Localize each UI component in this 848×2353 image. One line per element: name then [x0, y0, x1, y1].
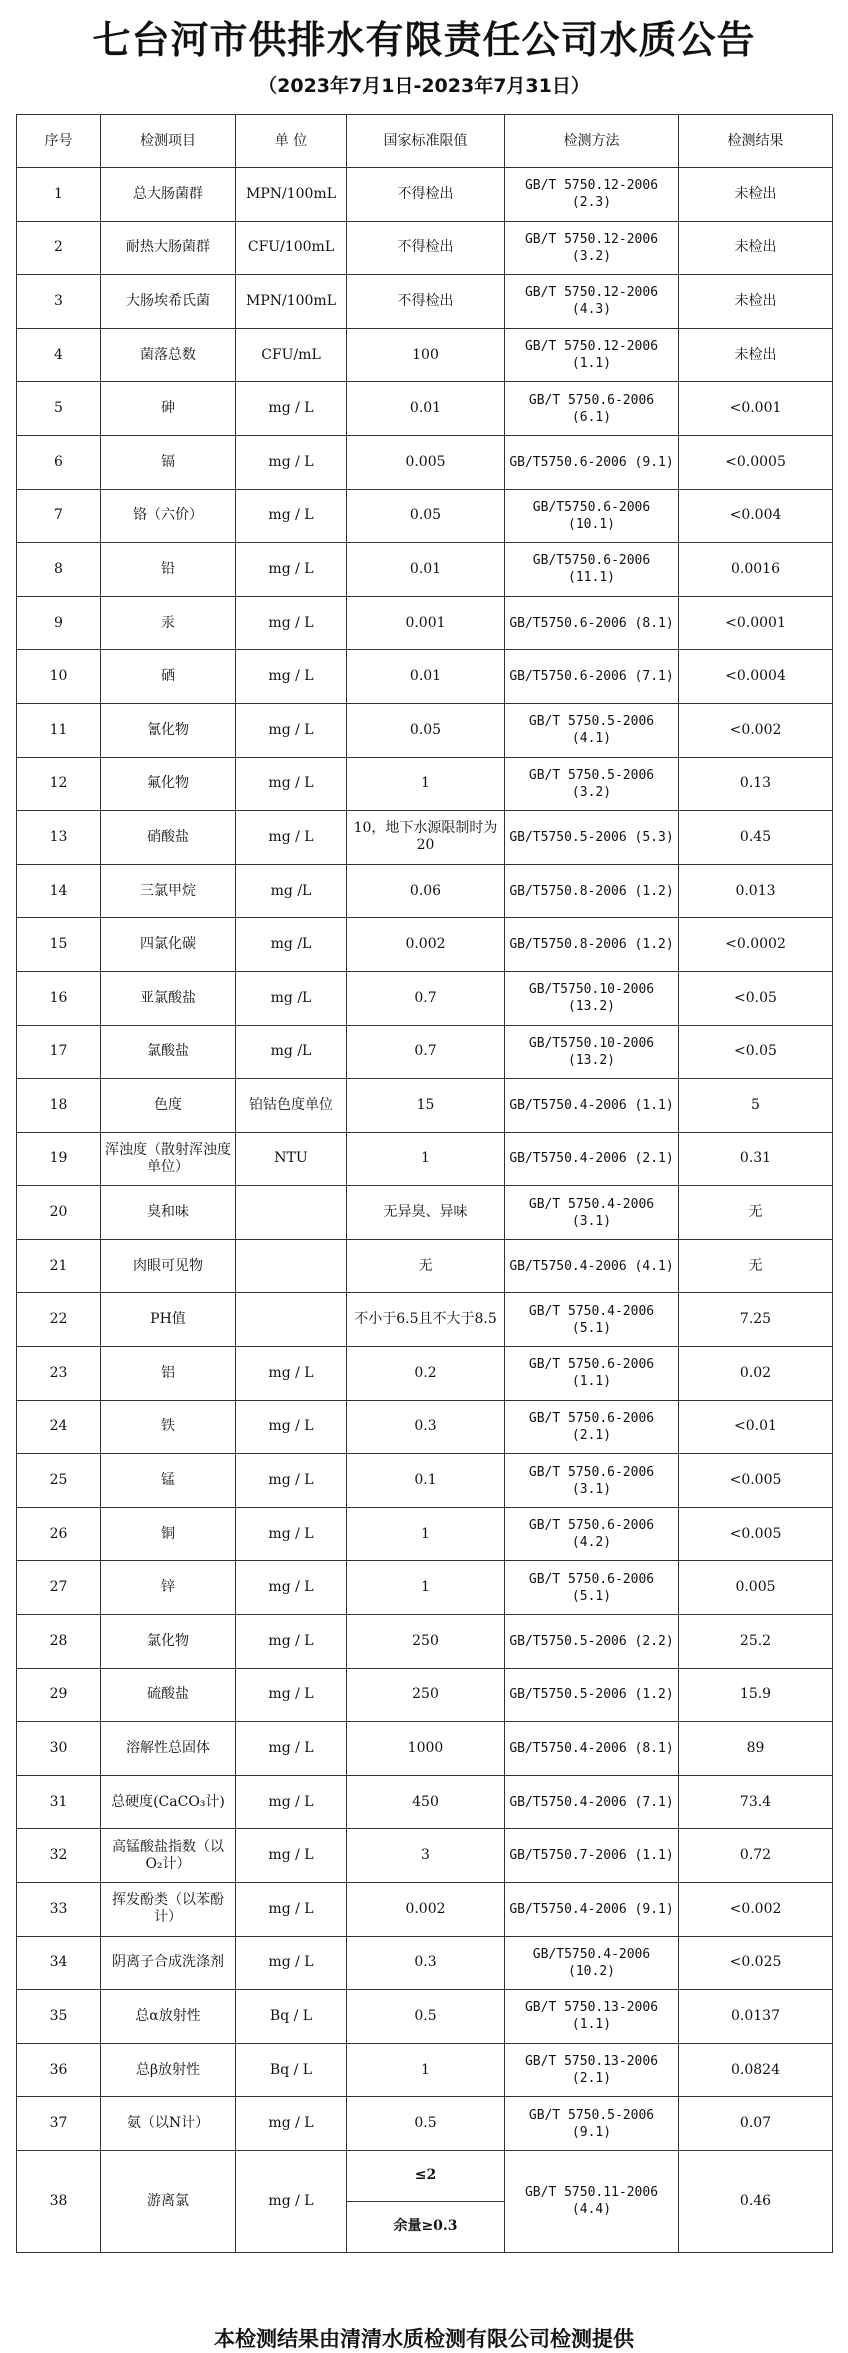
cell-limit: 1: [347, 757, 505, 811]
cell-item: 硝酸盐: [101, 811, 236, 865]
table-row: [17, 1775, 833, 1829]
cell-no: 19: [17, 1132, 101, 1186]
cell-result: 未检出: [679, 275, 833, 329]
cell-method: GB/T5750.4-2006 (2.1): [505, 1132, 679, 1186]
cell-no: 9: [17, 596, 101, 650]
cell-unit: [236, 1239, 347, 1293]
cell-unit: mg /L: [236, 1025, 347, 1079]
cell-unit: mg / L: [236, 757, 347, 811]
header-limit: 国家标准限值: [347, 115, 505, 168]
cell-result: 5: [679, 1079, 833, 1133]
table-row: [17, 2043, 833, 2097]
cell-method: GB/T5750.4-2006 (9.1): [505, 1883, 679, 1937]
cell-limit: 1000: [347, 1722, 505, 1776]
cell-limit: 0.005: [347, 435, 505, 489]
cell-unit: mg / L: [236, 1347, 347, 1401]
cell-unit: mg / L: [236, 1722, 347, 1776]
cell-item: 砷: [101, 382, 236, 436]
table-row: [17, 1668, 833, 1722]
table-row: [17, 1990, 833, 2044]
cell-result: 0.13: [679, 757, 833, 811]
cell-result: <0.004: [679, 489, 833, 543]
table-row: [17, 1025, 833, 1079]
cell-unit: mg / L: [236, 703, 347, 757]
cell-no: 26: [17, 1507, 101, 1561]
cell-limit: 0.1: [347, 1454, 505, 1508]
cell-no: 17: [17, 1025, 101, 1079]
cell-unit: mg / L: [236, 382, 347, 436]
cell-no: 10: [17, 650, 101, 704]
cell-result: 0.72: [679, 1829, 833, 1883]
cell-limit: 250: [347, 1668, 505, 1722]
table-row: [17, 864, 833, 918]
cell-limit: 0.3: [347, 1400, 505, 1454]
cell-item: 总β放射性: [101, 2043, 236, 2097]
cell-method: GB/T5750.6-2006 (11.1): [505, 543, 679, 597]
cell-no: 28: [17, 1615, 101, 1669]
cell-limit: 0.001: [347, 596, 505, 650]
cell-limit: 0.06: [347, 864, 505, 918]
cell-no: 16: [17, 971, 101, 1025]
table-row: [17, 221, 833, 275]
cell-result: <0.01: [679, 1400, 833, 1454]
cell-unit: Bq / L: [236, 2043, 347, 2097]
cell-method: GB/T5750.6-2006 (9.1): [505, 435, 679, 489]
table-row: [17, 650, 833, 704]
cell-result: <0.05: [679, 971, 833, 1025]
cell-unit: mg / L: [236, 1883, 347, 1937]
cell-result: <0.005: [679, 1507, 833, 1561]
cell-item: 色度: [101, 1079, 236, 1133]
cell-limit: 450: [347, 1775, 505, 1829]
cell-method: GB/T5750.7-2006 (1.1): [505, 1829, 679, 1883]
cell-limit: 0.5: [347, 1990, 505, 2044]
cell-method: GB/T 5750.12-2006 (2.3): [505, 168, 679, 222]
cell-unit: mg / L: [236, 1454, 347, 1508]
table-row: [17, 1347, 833, 1401]
cell-limit: 0.01: [347, 650, 505, 704]
cell-result: <0.0001: [679, 596, 833, 650]
cell-no: 13: [17, 811, 101, 865]
cell-no: 14: [17, 864, 101, 918]
table-row: [17, 275, 833, 329]
cell-item: 铝: [101, 1347, 236, 1401]
cell-method: GB/T 5750.12-2006 (4.3): [505, 275, 679, 329]
cell-limit: 15: [347, 1079, 505, 1133]
cell-result: 未检出: [679, 221, 833, 275]
header-unit: 单 位: [236, 115, 347, 168]
cell-unit: CFU/100mL: [236, 221, 347, 275]
cell-item: 游离氯: [101, 2150, 236, 2252]
cell-result: 0.0824: [679, 2043, 833, 2097]
cell-item: 大肠埃希氏菌: [101, 275, 236, 329]
table-row: [17, 1454, 833, 1508]
table-body: [17, 168, 833, 2253]
cell-method: GB/T 5750.12-2006 (1.1): [505, 328, 679, 382]
cell-limit: 无异臭、异味: [347, 1186, 505, 1240]
cell-method: GB/T5750.6-2006 (10.1): [505, 489, 679, 543]
cell-method: GB/T5750.4-2006 (1.1): [505, 1079, 679, 1133]
table-header-row: [17, 115, 833, 168]
cell-no: 4: [17, 328, 101, 382]
cell-no: 3: [17, 275, 101, 329]
cell-unit: mg / L: [236, 489, 347, 543]
cell-item: 氰化物: [101, 703, 236, 757]
page-footer: 本检测结果由清清水质检测有限公司检测提供: [214, 2327, 634, 2351]
cell-unit: mg /L: [236, 864, 347, 918]
cell-no: 37: [17, 2097, 101, 2151]
cell-item: 锰: [101, 1454, 236, 1508]
cell-item: 挥发酚类（以苯酚计）: [101, 1883, 236, 1937]
cell-limit: 10，地下水源限制时为20: [347, 811, 505, 865]
cell-result: 未检出: [679, 168, 833, 222]
cell-unit: mg /L: [236, 918, 347, 972]
cell-limit: 0.002: [347, 1883, 505, 1937]
cell-item: 硫酸盐: [101, 1668, 236, 1722]
table-row: [17, 1293, 833, 1347]
cell-item: 浑浊度（散射浑浊度单位）: [101, 1132, 236, 1186]
cell-no: 29: [17, 1668, 101, 1722]
cell-limit: 1: [347, 1561, 505, 1615]
cell-result: 0.31: [679, 1132, 833, 1186]
cell-limit: 1: [347, 1507, 505, 1561]
cell-item: 耐热大肠菌群: [101, 221, 236, 275]
cell-unit: mg / L: [236, 1400, 347, 1454]
cell-item: 氨（以N计）: [101, 2097, 236, 2151]
cell-item: 四氯化碳: [101, 918, 236, 972]
table-row: [17, 328, 833, 382]
table-row: [17, 1829, 833, 1883]
cell-item: 锌: [101, 1561, 236, 1615]
cell-method: GB/T5750.5-2006 (5.3): [505, 811, 679, 865]
table-row: [17, 1079, 833, 1133]
cell-unit: mg / L: [236, 1507, 347, 1561]
header-item: 检测项目: [101, 115, 236, 168]
cell-limit: 100: [347, 328, 505, 382]
cell-no: 20: [17, 1186, 101, 1240]
cell-unit: MPN/100mL: [236, 275, 347, 329]
table-row: [17, 757, 833, 811]
cell-result: 0.0016: [679, 543, 833, 597]
cell-unit: [236, 1186, 347, 1240]
cell-limit: 0.01: [347, 382, 505, 436]
cell-method: GB/T5750.6-2006 (7.1): [505, 650, 679, 704]
cell-no: 21: [17, 1239, 101, 1293]
cell-limit-upper: ≤2: [347, 2150, 505, 2201]
table-row: [17, 1132, 833, 1186]
cell-no: 34: [17, 1936, 101, 1990]
cell-unit: mg / L: [236, 543, 347, 597]
table-row: [17, 918, 833, 972]
cell-no: 8: [17, 543, 101, 597]
water-quality-table: [16, 114, 833, 2253]
cell-no: 5: [17, 382, 101, 436]
cell-result: <0.0005: [679, 435, 833, 489]
cell-result: 0.07: [679, 2097, 833, 2151]
cell-method: GB/T 5750.5-2006 (9.1): [505, 2097, 679, 2151]
cell-result: <0.005: [679, 1454, 833, 1508]
cell-method: GB/T5750.4-2006 (8.1): [505, 1722, 679, 1776]
cell-no: 22: [17, 1293, 101, 1347]
cell-unit: NTU: [236, 1132, 347, 1186]
cell-method: GB/T 5750.6-2006 (5.1): [505, 1561, 679, 1615]
cell-method: GB/T5750.10-2006 (13.2): [505, 1025, 679, 1079]
cell-method: GB/T 5750.13-2006 (2.1): [505, 2043, 679, 2097]
table-row: [17, 1507, 833, 1561]
table-row: [17, 168, 833, 222]
cell-limit: 0.05: [347, 489, 505, 543]
cell-method: GB/T 5750.11-2006 (4.4): [505, 2150, 679, 2252]
cell-method: GB/T5750.4-2006 (10.2): [505, 1936, 679, 1990]
cell-no: 35: [17, 1990, 101, 2044]
cell-result: <0.001: [679, 382, 833, 436]
table-row: [17, 2097, 833, 2151]
cell-unit: mg / L: [236, 1561, 347, 1615]
cell-unit: CFU/mL: [236, 328, 347, 382]
cell-method: GB/T5750.8-2006 (1.2): [505, 864, 679, 918]
cell-item: PH值: [101, 1293, 236, 1347]
cell-item: 汞: [101, 596, 236, 650]
cell-no: 7: [17, 489, 101, 543]
cell-no: 23: [17, 1347, 101, 1401]
cell-limit: 0.7: [347, 971, 505, 1025]
cell-method: GB/T 5750.6-2006 (4.2): [505, 1507, 679, 1561]
cell-method: GB/T 5750.6-2006 (2.1): [505, 1400, 679, 1454]
cell-result: <0.002: [679, 703, 833, 757]
cell-result: <0.05: [679, 1025, 833, 1079]
cell-no: 27: [17, 1561, 101, 1615]
cell-result: 0.005: [679, 1561, 833, 1615]
cell-method: GB/T5750.10-2006 (13.2): [505, 971, 679, 1025]
cell-limit: 0.05: [347, 703, 505, 757]
table-row: [17, 435, 833, 489]
cell-limit: 0.7: [347, 1025, 505, 1079]
cell-result: 25.2: [679, 1615, 833, 1669]
cell-method: GB/T 5750.5-2006 (3.2): [505, 757, 679, 811]
cell-result: 未检出: [679, 328, 833, 382]
cell-method: GB/T5750.4-2006 (7.1): [505, 1775, 679, 1829]
cell-limit: 0.002: [347, 918, 505, 972]
table-row: [17, 1615, 833, 1669]
cell-result: 15.9: [679, 1668, 833, 1722]
cell-no: 18: [17, 1079, 101, 1133]
table-row: [17, 1186, 833, 1240]
cell-item: 铁: [101, 1400, 236, 1454]
cell-no: 2: [17, 221, 101, 275]
cell-item: 阴离子合成洗涤剂: [101, 1936, 236, 1990]
cell-result: 7.25: [679, 1293, 833, 1347]
cell-method: GB/T 5750.6-2006 (1.1): [505, 1347, 679, 1401]
cell-unit: mg / L: [236, 1615, 347, 1669]
cell-method: GB/T5750.8-2006 (1.2): [505, 918, 679, 972]
cell-method: GB/T 5750.5-2006 (4.1): [505, 703, 679, 757]
table-row: [17, 1400, 833, 1454]
table-row: [17, 382, 833, 436]
table-row: [17, 703, 833, 757]
cell-unit: MPN/100mL: [236, 168, 347, 222]
cell-limit: 不得检出: [347, 275, 505, 329]
cell-item: 氟化物: [101, 757, 236, 811]
table-row: [17, 971, 833, 1025]
cell-item: 氯化物: [101, 1615, 236, 1669]
cell-item: 高锰酸盐指数（以O₂计）: [101, 1829, 236, 1883]
cell-no: 33: [17, 1883, 101, 1937]
table-row: [17, 1561, 833, 1615]
cell-result: 0.02: [679, 1347, 833, 1401]
cell-item: 亚氯酸盐: [101, 971, 236, 1025]
cell-item: 三氯甲烷: [101, 864, 236, 918]
table-row: [17, 596, 833, 650]
cell-result: 无: [679, 1239, 833, 1293]
cell-method: GB/T 5750.12-2006 (3.2): [505, 221, 679, 275]
cell-limit: 1: [347, 1132, 505, 1186]
cell-unit: mg / L: [236, 596, 347, 650]
cell-result: 0.013: [679, 864, 833, 918]
cell-unit: 铂钴色度单位: [236, 1079, 347, 1133]
cell-unit: mg / L: [236, 1775, 347, 1829]
cell-item: 臭和味: [101, 1186, 236, 1240]
cell-unit: mg / L: [236, 1936, 347, 1990]
cell-limit: 250: [347, 1615, 505, 1669]
cell-unit: Bq / L: [236, 1990, 347, 2044]
cell-unit: mg / L: [236, 435, 347, 489]
table-row: [17, 1722, 833, 1776]
cell-item: 硒: [101, 650, 236, 704]
table-row-38: [17, 2150, 833, 2201]
cell-method: GB/T5750.4-2006 (4.1): [505, 1239, 679, 1293]
table-row: [17, 1239, 833, 1293]
cell-method: GB/T5750.5-2006 (2.2): [505, 1615, 679, 1669]
cell-limit: 不得检出: [347, 168, 505, 222]
cell-no: 32: [17, 1829, 101, 1883]
cell-result: 0.0137: [679, 1990, 833, 2044]
cell-method: GB/T 5750.6-2006 (6.1): [505, 382, 679, 436]
cell-result: 89: [679, 1722, 833, 1776]
cell-item: 总硬度(CaCO₃计): [101, 1775, 236, 1829]
cell-item: 铅: [101, 543, 236, 597]
table-row: [17, 1883, 833, 1937]
cell-result: 无: [679, 1186, 833, 1240]
cell-item: 镉: [101, 435, 236, 489]
table-row: [17, 1936, 833, 1990]
header-no: 序号: [17, 115, 101, 168]
cell-no: 25: [17, 1454, 101, 1508]
cell-method: GB/T 5750.4-2006 (5.1): [505, 1293, 679, 1347]
cell-result: 0.45: [679, 811, 833, 865]
cell-method: GB/T 5750.6-2006 (3.1): [505, 1454, 679, 1508]
cell-no: 24: [17, 1400, 101, 1454]
cell-item: 氯酸盐: [101, 1025, 236, 1079]
cell-no: 31: [17, 1775, 101, 1829]
cell-unit: mg / L: [236, 2097, 347, 2151]
cell-no: 1: [17, 168, 101, 222]
cell-unit: mg / L: [236, 2150, 347, 2252]
table-row: [17, 543, 833, 597]
cell-no: 36: [17, 2043, 101, 2097]
cell-limit: 不得检出: [347, 221, 505, 275]
page-title: 七台河市供排水有限责任公司水质公告: [92, 18, 756, 62]
cell-method: GB/T5750.5-2006 (1.2): [505, 1668, 679, 1722]
cell-limit: 0.3: [347, 1936, 505, 1990]
cell-unit: mg / L: [236, 1668, 347, 1722]
cell-unit: mg /L: [236, 971, 347, 1025]
cell-no: 11: [17, 703, 101, 757]
cell-limit: 0.5: [347, 2097, 505, 2151]
cell-limit: 不小于6.5且不大于8.5: [347, 1293, 505, 1347]
cell-item: 肉眼可见物: [101, 1239, 236, 1293]
cell-result: 0.46: [679, 2150, 833, 2252]
cell-limit: 0.2: [347, 1347, 505, 1401]
cell-limit: 无: [347, 1239, 505, 1293]
cell-item: 总α放射性: [101, 1990, 236, 2044]
cell-limit: 1: [347, 2043, 505, 2097]
cell-item: 铜: [101, 1507, 236, 1561]
cell-unit: [236, 1293, 347, 1347]
header-method: 检测方法: [505, 115, 679, 168]
cell-limit: 0.01: [347, 543, 505, 597]
cell-no: 30: [17, 1722, 101, 1776]
cell-limit: 3: [347, 1829, 505, 1883]
cell-item: 铬（六价）: [101, 489, 236, 543]
cell-method: GB/T 5750.13-2006 (1.1): [505, 1990, 679, 2044]
cell-unit: mg / L: [236, 1829, 347, 1883]
cell-result: <0.0004: [679, 650, 833, 704]
cell-no: 38: [17, 2150, 101, 2252]
cell-item: 溶解性总固体: [101, 1722, 236, 1776]
header-result: 检测结果: [679, 115, 833, 168]
cell-no: 12: [17, 757, 101, 811]
cell-result: 73.4: [679, 1775, 833, 1829]
cell-item: 总大肠菌群: [101, 168, 236, 222]
cell-unit: mg / L: [236, 811, 347, 865]
cell-no: 6: [17, 435, 101, 489]
cell-result: <0.0002: [679, 918, 833, 972]
cell-unit: mg / L: [236, 650, 347, 704]
cell-result: <0.025: [679, 1936, 833, 1990]
cell-method: GB/T5750.6-2006 (8.1): [505, 596, 679, 650]
cell-limit-lower: 余量≥0.3: [347, 2201, 505, 2252]
cell-method: GB/T 5750.4-2006 (3.1): [505, 1186, 679, 1240]
cell-item: 菌落总数: [101, 328, 236, 382]
cell-no: 15: [17, 918, 101, 972]
table-row: [17, 811, 833, 865]
cell-result: <0.002: [679, 1883, 833, 1937]
table-row: [17, 489, 833, 543]
page-subtitle: （2023年7月1日-2023年7月31日）: [258, 75, 590, 97]
